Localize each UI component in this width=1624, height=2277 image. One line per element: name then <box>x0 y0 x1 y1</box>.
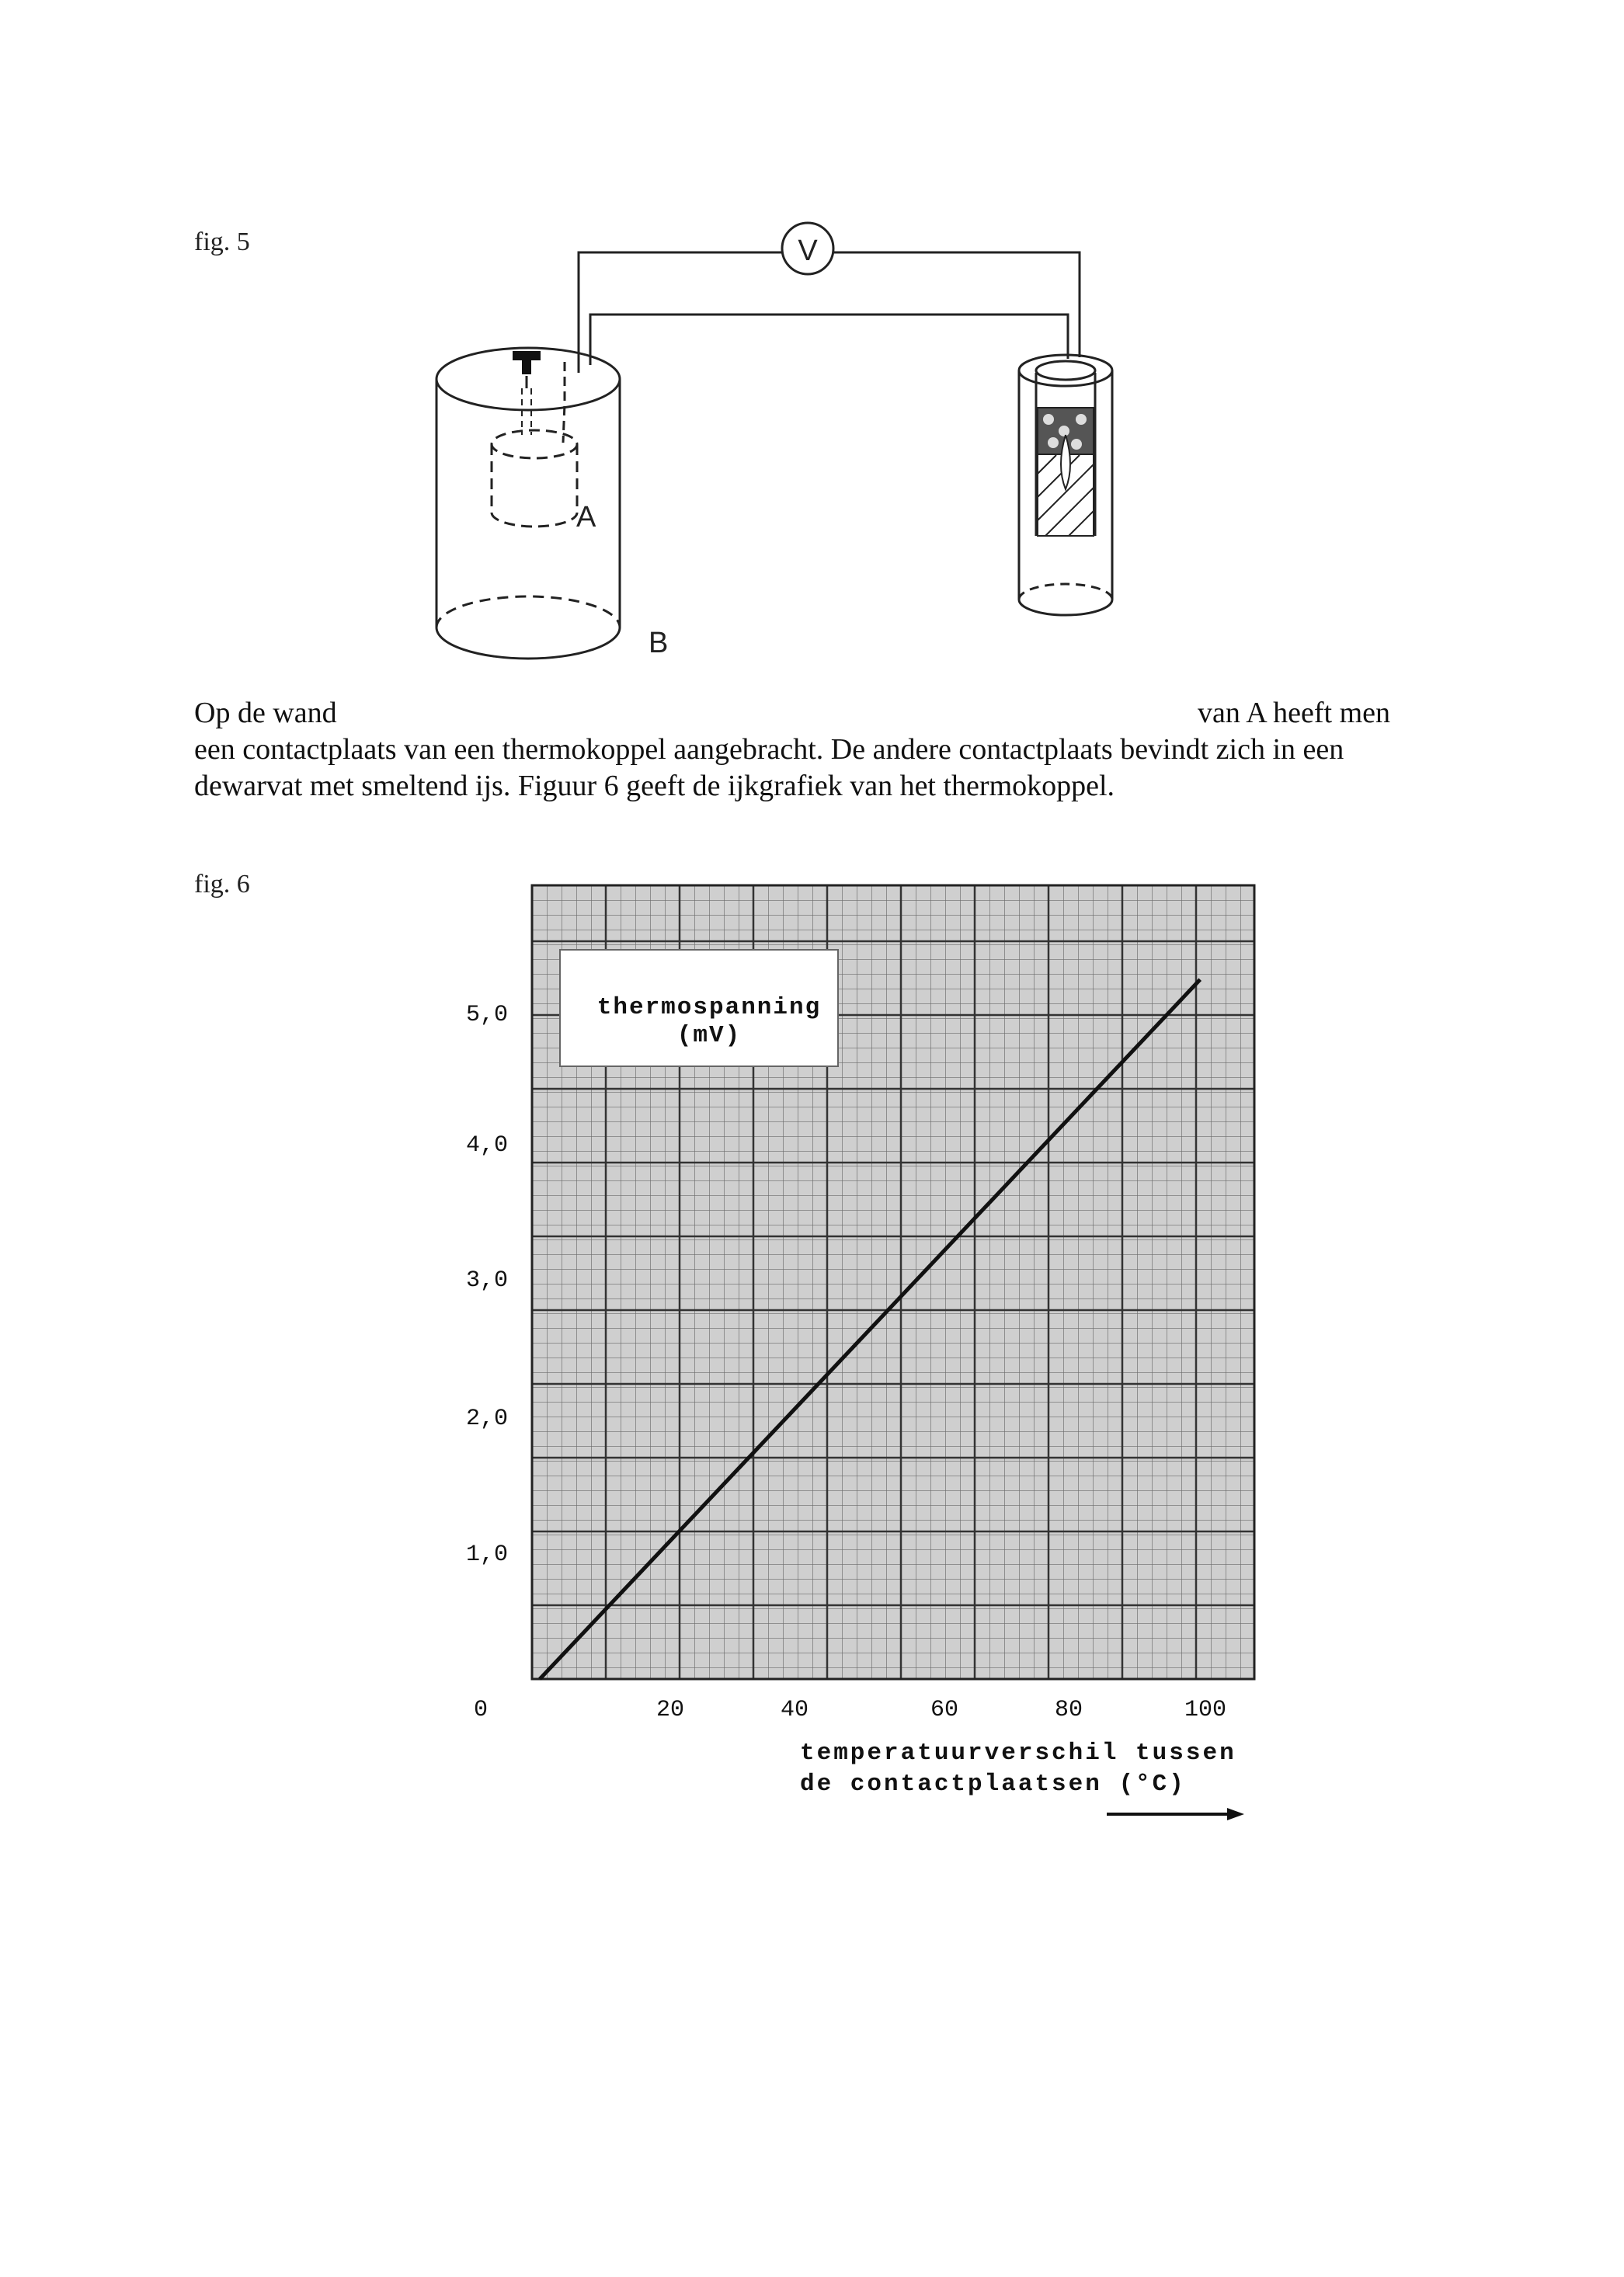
voltmeter-label: V <box>798 235 818 267</box>
x-axis-label-line-2: de contactplaatsen (°C) <box>800 1771 1186 1798</box>
paragraph-line-1-left: Op de wand <box>194 697 337 729</box>
x-tick-label: 0 <box>474 1697 489 1723</box>
x-tick-label: 60 <box>930 1697 959 1723</box>
y-tick-label: 2,0 <box>466 1406 509 1432</box>
fig5-label: fig. 5 <box>194 228 250 256</box>
label-a: A <box>576 501 596 534</box>
x-tick-label: 80 <box>1055 1697 1083 1723</box>
x-tick-label: 40 <box>781 1697 809 1723</box>
y-tick-label: 4,0 <box>466 1132 509 1159</box>
y-axis-label-line-1: thermospanning <box>596 994 822 1021</box>
paragraph-line-3: dewarvat met smeltend ijs. Figuur 6 geeft de ijkgrafiek van het thermokoppel. <box>194 770 1115 802</box>
y-tick-label: 5,0 <box>466 1002 509 1028</box>
x-tick-label: 20 <box>656 1697 685 1723</box>
y-tick-label: 1,0 <box>466 1542 509 1568</box>
x-axis-label-line-1: temperatuurverschil tussen <box>800 1740 1236 1767</box>
y-tick-label: 3,0 <box>466 1267 509 1294</box>
label-b: B <box>649 627 669 659</box>
x-axis-arrow-icon <box>1107 1808 1244 1820</box>
y-axis-label <box>589 994 829 1050</box>
x-axis-label <box>800 1738 1235 1800</box>
y-axis-label-line-2: (mV) <box>676 1022 742 1049</box>
paragraph-line-2: een contactplaats van een thermokoppel aangebracht. De andere contactplaats bevindt zich in een <box>194 733 1344 766</box>
paragraph-line-1-right: van A heeft men <box>1198 697 1390 729</box>
x-tick-label: 100 <box>1184 1697 1227 1723</box>
fig6-label: fig. 6 <box>194 870 250 899</box>
